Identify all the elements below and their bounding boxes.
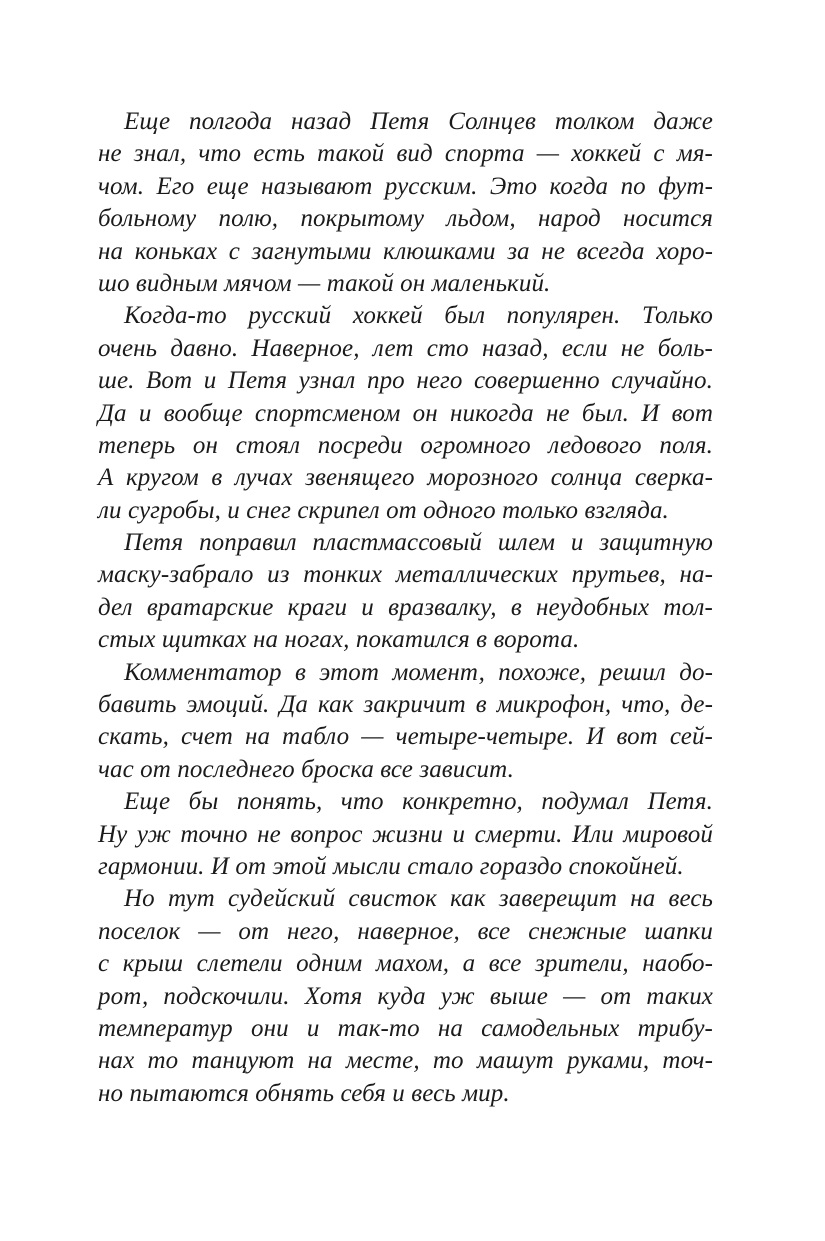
text-line: Но тут судейский свисток как заверещит на весь <box>124 885 713 913</box>
text-line: теперь он стоял посреди огромного ледового поля. <box>98 431 713 459</box>
text-line: Комментатор в этот момент, похоже, решил до- <box>124 658 713 686</box>
text-line: шо видным мячом — такой он маленький. <box>98 269 551 297</box>
text-line: А кругом в лучах звенящего морозного солнца сверка- <box>98 464 713 492</box>
page-text-block <box>98 106 713 1110</box>
text-line: Да и вообще спортсменом он никогда не был. И вот <box>98 399 713 427</box>
text-line: Еще полгода назад Петя Солнцев толком даже <box>124 108 713 135</box>
paragraph <box>98 786 713 883</box>
paragraph <box>98 300 713 527</box>
text-line: ше. Вот и Петя узнал про него совершенно случайно. <box>98 367 713 395</box>
text-line: бавить эмоций. Да как закричит в микрофон, что, де- <box>98 691 713 719</box>
text-line: Петя поправил пластмассовый шлем и защитную <box>124 529 713 557</box>
text-line: маску-забрало из тонких металлических прутьев, на- <box>98 561 713 589</box>
paragraph <box>98 527 713 657</box>
text-line: но пытаются обнять себя и весь мир. <box>98 1079 510 1107</box>
text-line: стых щитках на ногах, покатился в ворота. <box>98 626 580 654</box>
text-line: не знал, что есть такой вид спорта — хоккей с мя- <box>98 140 713 168</box>
text-line: поселок — от него, наверное, все снежные шапки <box>98 917 713 945</box>
text-line: с крыш слетели одним махом, а все зрители, наобо- <box>98 950 713 978</box>
text-line: температур они и так-то на самодельных трибу- <box>98 1014 713 1042</box>
paragraph <box>98 883 713 1110</box>
text-line: скать, счет на табло — четыре-четыре. И вот сей- <box>98 723 713 751</box>
text-line: очень давно. Наверное, лет сто назад, если не боль- <box>98 334 713 362</box>
text-line: Когда-то русский хоккей был популярен. Только <box>124 302 713 330</box>
text-line: рот, подскочили. Хотя куда уж выше — от таких <box>98 982 713 1010</box>
text-line: нах то танцуют на месте, то машут руками, точ- <box>98 1047 713 1075</box>
text-line: гармонии. И от этой мысли стало гораздо спокойней. <box>98 852 684 880</box>
text-line: на коньках с загнутыми клюшками за не всегда хоро- <box>98 237 713 265</box>
text-line: Еще бы понять, что конкретно, подумал Петя. <box>124 788 713 816</box>
paragraph <box>98 106 713 300</box>
text-line: чом. Его еще называют русским. Это когда по фут- <box>98 172 713 200</box>
text-line: больному полю, покрытому льдом, народ носится <box>98 205 713 233</box>
paragraph <box>98 657 713 787</box>
text-line: ли сугробы, и снег скрипел от одного только взгляда. <box>98 496 669 524</box>
text-line: час от последнего броска все зависит. <box>98 755 514 783</box>
text-line: Ну уж точно не вопрос жизни и смерти. Или мировой <box>98 820 713 848</box>
text-line: дел вратарские краги и вразвалку, в неудобных тол- <box>98 593 713 621</box>
